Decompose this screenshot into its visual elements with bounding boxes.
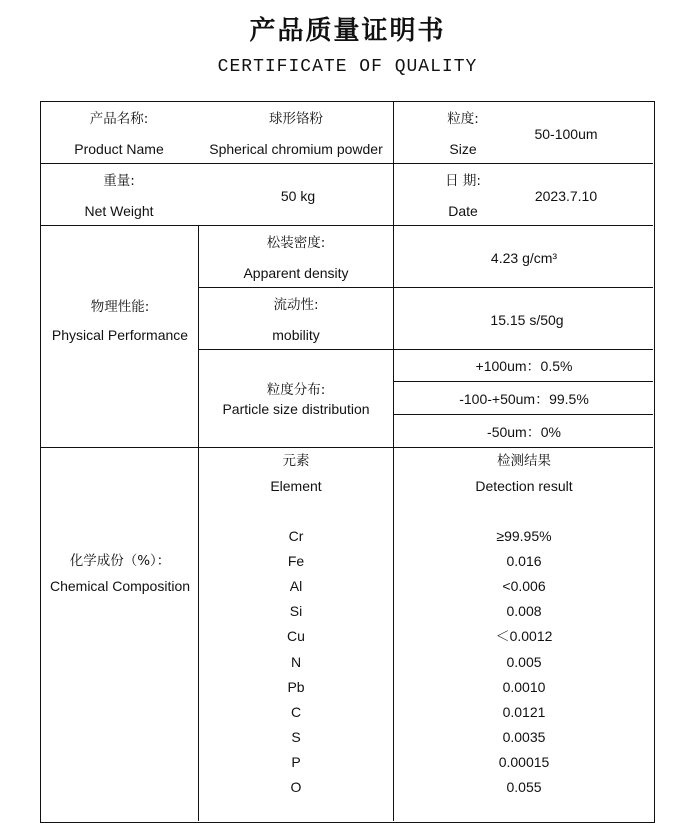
apparent-density-label-en: Apparent density [243, 265, 349, 281]
result-cell: 0.00015 [498, 754, 550, 770]
element-cell: Fe [287, 553, 305, 569]
row-divider [198, 349, 653, 350]
psd-row: +100um：0.5% [475, 358, 573, 374]
result-cell: 0.005 [506, 654, 542, 670]
date-label-cn: 日 期: [445, 173, 481, 189]
row-divider [41, 447, 653, 448]
element-cell: P [291, 754, 301, 770]
element-cell: Cu [287, 628, 305, 644]
mobility-label-cn: 流动性: [273, 297, 319, 313]
element-header-en: Element [270, 478, 322, 494]
col-divider [393, 102, 394, 821]
result-header-cn: 检测结果 [497, 453, 551, 469]
psd-label-en: Particle size distribution [222, 401, 370, 417]
result-cell: 0.016 [506, 553, 542, 569]
product-name-label-cn: 产品名称: [89, 111, 149, 127]
result-cell: ≥99.95% [496, 528, 552, 544]
result-cell: ＜0.0012 [495, 628, 553, 644]
row-divider [198, 287, 653, 288]
element-cell: Si [289, 603, 303, 619]
result-cell: 0.0010 [502, 679, 546, 695]
element-cell: S [291, 729, 301, 745]
row-divider [393, 381, 653, 382]
mobility-label-en: mobility [272, 327, 320, 343]
col-divider [198, 225, 199, 821]
element-cell: C [290, 704, 302, 720]
element-cell: Al [289, 578, 303, 594]
certificate-table [40, 101, 655, 823]
mobility-value: 15.15 s/50g [490, 312, 564, 328]
net-weight-value: 50 kg [280, 188, 316, 204]
element-cell: O [290, 779, 302, 795]
row-divider [41, 225, 653, 226]
result-cell: 0.008 [506, 603, 542, 619]
size-value: 50-100um [534, 126, 598, 142]
psd-label-cn: 粒度分布: [266, 382, 326, 398]
document-title-en: CERTIFICATE OF QUALITY [217, 57, 478, 77]
physical-performance-label-cn: 物理性能: [90, 299, 150, 315]
element-cell: Cr [288, 528, 304, 544]
product-name-value: Spherical chromium powder [209, 141, 383, 157]
product-name-label-en: Product Name [74, 141, 164, 157]
psd-row: -50um：0% [487, 424, 561, 440]
result-cell: 0.0121 [502, 704, 546, 720]
net-weight-label-en: Net Weight [84, 203, 154, 219]
element-cell: N [290, 654, 302, 670]
psd-row: -100-+50um：99.5% [459, 391, 589, 407]
document-title-cn: 产品质量证明书 [249, 16, 446, 46]
size-label-cn: 粒度: [447, 111, 479, 127]
date-value: 2023.7.10 [534, 188, 598, 204]
date-label-en: Date [448, 203, 478, 219]
product-name-value-cn: 球形铬粉 [269, 111, 323, 127]
result-cell: <0.006 [502, 578, 546, 594]
row-divider [393, 414, 653, 415]
result-cell: 0.0035 [502, 729, 546, 745]
result-header-en: Detection result [475, 478, 573, 494]
row-divider [41, 163, 653, 164]
apparent-density-label-cn: 松装密度: [266, 235, 326, 251]
physical-performance-label-en: Physical Performance [51, 327, 189, 343]
element-cell: Pb [287, 679, 305, 695]
chemical-composition-label-cn: 化学成份（%）： [69, 553, 171, 569]
net-weight-label-cn: 重量: [103, 173, 135, 189]
apparent-density-value: 4.23 g/cm³ [490, 250, 558, 266]
element-header-cn: 元素 [282, 453, 310, 469]
chemical-composition-label-en: Chemical Composition [49, 578, 191, 594]
size-label-en: Size [449, 141, 477, 157]
result-cell: 0.055 [506, 779, 542, 795]
